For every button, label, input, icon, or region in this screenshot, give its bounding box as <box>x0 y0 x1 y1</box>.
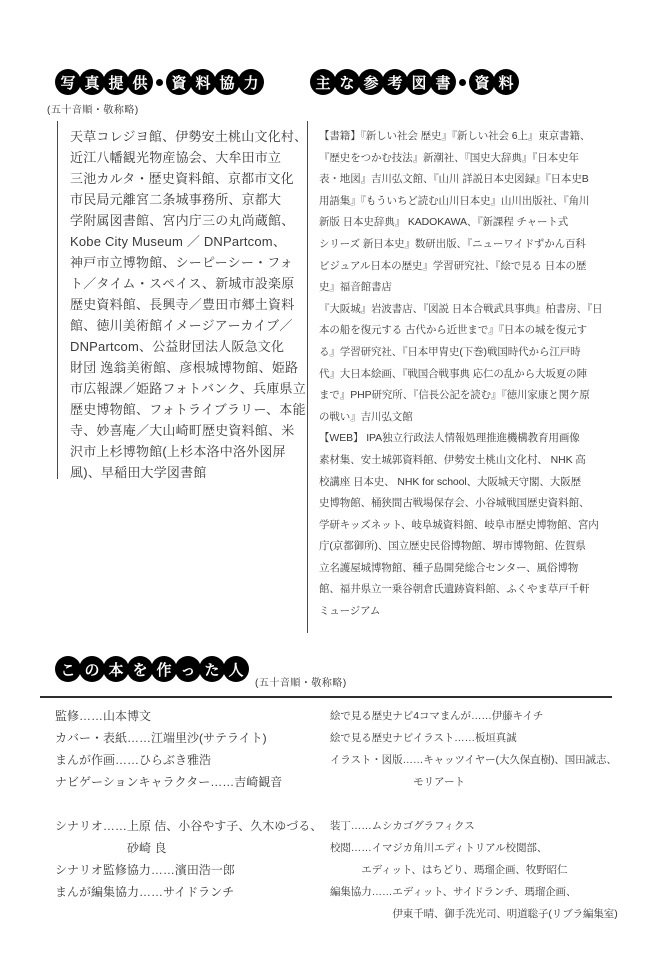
text-line: 財団 逸翁美術館、彦根城博物館、姫路 <box>70 360 299 375</box>
heading-dot <box>459 79 466 86</box>
text-line: 館、徳川美術館イメージアーカイブ／ <box>70 318 293 333</box>
text-line: 立名護屋城博物館、種子島開発総合センター、風俗博物 <box>319 561 579 574</box>
text-line: DNPartcom、公益財団法人阪急文化 <box>70 339 285 354</box>
text-line: 館、福井県立一乗谷朝倉氏遺跡資料館、ふくやま草戸千軒 <box>319 583 590 596</box>
text-line: ト／タイム・スペイス、新城市設楽原 <box>70 276 295 291</box>
text-line: 校講座 日本史、 NHK for school、大阪城天守閣、大阪歴 <box>319 475 582 488</box>
heading-circle-char: 主 <box>310 69 336 95</box>
references-heading <box>310 69 517 95</box>
text-line: 史博物館、桶狭間古戦場保存会、小谷城戦国歴史資料館、 <box>319 497 590 510</box>
heading-circle-char: な <box>334 69 360 95</box>
text-line: まんが編集協力……サイドランチ <box>55 885 235 899</box>
text-line: 【WEB】 IPA独立行政法人情報処理推進機構教育用画像 <box>319 432 580 445</box>
heading-circle-char: 本 <box>103 656 129 682</box>
makers-credits-left <box>55 705 325 903</box>
text-line: 神戸市立博物館、シーピーシー・フォ <box>70 255 293 270</box>
heading-circle-char: 資 <box>166 69 192 95</box>
heading-circle-char: 人 <box>223 656 249 682</box>
text-line: Kobe City Museum ／ DNPartcom、 <box>70 234 287 249</box>
heading-circle-char: 提 <box>103 69 129 95</box>
heading-circle-char: 書 <box>430 69 456 95</box>
text-line: 歴史資料館、長興寺／豊田市郷土資料 <box>70 297 295 312</box>
text-line <box>55 793 325 815</box>
text-line: カバー・表紙……江端里沙(サテライト) <box>55 731 267 745</box>
text-line: イラスト・図版……キャッツイヤー(大久保直樹)、国田誠志、 <box>330 754 617 766</box>
photo-credit-heading <box>55 69 262 95</box>
text-line: まんが作画……ひらぶき雅浩 <box>55 753 212 767</box>
text-line: 市民局元離宮二条城事務所、京都大 <box>70 192 282 207</box>
text-line: シリーズ 新日本史』数研出版、『ニューワイドずかん百科 <box>319 237 586 250</box>
photo-credit-list <box>70 126 310 483</box>
heading-circle-char: 図 <box>406 69 432 95</box>
text-line: ビジュアル日本の歴史』学習研究社、『絵で見る 日本の歴 <box>319 259 587 272</box>
text-line: 学研キッズネット、岐阜城資料館、岐阜市歴史博物館、宮内 <box>319 518 599 531</box>
text-line: 表・地図』吉川弘文館、『山川 詳説日本史図録』『日本史B <box>319 173 589 186</box>
heading-circle-char: た <box>199 656 225 682</box>
text-line: 『歴史をつかむ技法』新潮社、『国史大辞典』『日本史年 <box>319 151 579 164</box>
text-line: 校閲……イマジカ角川エディトリアル校閲部、 <box>330 842 548 854</box>
text-line: シナリオ……上原 佶、小谷やす子、久木ゆづる、 <box>55 819 323 833</box>
heading-circle-char: 供 <box>127 69 153 95</box>
text-line: 学附属図書館、宮内庁三の丸尚蔵館、 <box>70 213 295 228</box>
heading-dot <box>156 79 163 86</box>
text-line: 庁(京都御所)、国立歴史民俗博物館、堺市博物館、佐賀県 <box>319 540 586 553</box>
makers-credits-right <box>330 705 620 925</box>
text-line: 風)、早稲田大学図書館 <box>70 465 207 480</box>
text-line: 装丁……ムシカゴグラフィクス <box>330 820 475 832</box>
heading-circle-char: 写 <box>55 69 81 95</box>
text-line: まで』PHP研究所、『信長公記を読む』『徳川家康と関ケ原 <box>319 389 590 402</box>
text-line: の戦い』吉川弘文館 <box>319 410 413 423</box>
heading-circle-char: 考 <box>382 69 408 95</box>
heading-circle-char: こ <box>55 656 81 682</box>
heading-circle-char: っ <box>175 656 201 682</box>
makers-note: (五十音順・敬称略) <box>255 678 347 689</box>
text-line: 新版 日本史辞典』 KADOKAWA、『新課程 チャート式 <box>319 216 569 229</box>
text-line: 市広報課／姫路フォトバンク、兵庫県立 <box>70 381 306 396</box>
text-line: 三池カルタ・歴史資料館、京都市文化 <box>70 171 294 186</box>
references-list <box>319 126 615 623</box>
text-line: 【書籍】『新しい社会 歴史』『新しい社会 6上』東京書籍、 <box>319 130 591 142</box>
text-line: 伊東千晴、御手洗光司、明道聡子(リブラ編集室) <box>330 908 618 920</box>
text-line: 近江八幡観光物産協会、大牟田市立 <box>70 150 282 165</box>
text-line: 用語集』『もういちど読む山川日本史』山川出版社、『角川 <box>319 194 590 207</box>
text-line: モリアート <box>330 776 465 788</box>
text-line: 砂崎 良 <box>55 841 167 855</box>
heading-circle-char: 真 <box>79 69 105 95</box>
text-line <box>330 793 620 815</box>
text-line: エディット、はちどり、瑪瑠企画、牧野昭仁 <box>330 864 568 876</box>
text-line: 天草コレジヨ館、伊勢安土桃山文化村、 <box>70 129 308 144</box>
heading-circle-char: 料 <box>493 69 519 95</box>
text-line: シナリオ監修協力……濱田浩一郎 <box>55 863 235 877</box>
text-line: る』学習研究社、『日本甲冑史(下巻)戦国時代から江戸時 <box>319 345 581 358</box>
text-line: 沢市上杉博物館(上杉本洛中洛外図屏 <box>70 444 286 459</box>
heading-circle-char: 参 <box>358 69 384 95</box>
makers-divider-rule <box>40 696 612 698</box>
text-line: 絵で見る歴史ナビ4コマまんが……伊藤キイチ <box>330 710 544 722</box>
photo-credit-note: (五十音順・敬称略) <box>47 105 139 116</box>
text-line: 本の船を復元する 古代から近世まで』『日本の城を復元す <box>319 324 587 337</box>
text-line: 史』福音館書店 <box>319 281 392 294</box>
heading-circle-char: 資 <box>469 69 495 95</box>
text-line: 素材集、安土城郭資料館、伊勢安土桃山文化村、 NHK 高 <box>319 453 586 466</box>
text-line: ミュージアム <box>319 605 381 618</box>
text-line: 『大阪城』岩波書店、『図説 日本合戦武具事典』柏書房、『日 <box>319 302 603 315</box>
text-line: 監修……山本博文 <box>55 709 152 723</box>
text-line: ナビゲーションキャラクター……吉崎観音 <box>55 775 283 789</box>
heading-circle-char: 力 <box>238 69 264 95</box>
heading-circle-char: 作 <box>151 656 177 682</box>
photo-credit-column-rule <box>57 121 58 479</box>
text-line: 寺、妙喜庵／大山崎町歴史資料館、米 <box>70 423 295 438</box>
text-line: 絵で見る歴史ナビイラスト……板垣真誠 <box>330 732 517 744</box>
text-line: 編集協力……エディット、サイドランチ、瑪瑠企画、 <box>330 886 577 898</box>
makers-heading <box>55 656 247 682</box>
text-line: 代』大日本絵画、『戦国合戦事典 応仁の乱から大坂夏の陣 <box>319 367 587 380</box>
heading-circle-char: 協 <box>214 69 240 95</box>
heading-circle-char: の <box>79 656 105 682</box>
heading-circle-char: 料 <box>190 69 216 95</box>
text-line: 歴史博物館、フォトライブラリー、本能 <box>70 402 306 417</box>
heading-circle-char: を <box>127 656 153 682</box>
